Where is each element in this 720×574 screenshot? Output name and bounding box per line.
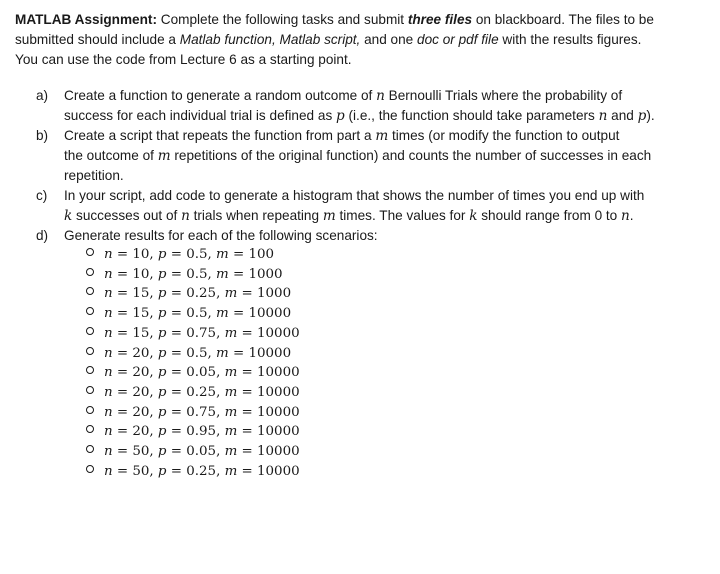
math-variable: n	[104, 286, 113, 302]
scenario-p-value: 0.25	[186, 384, 217, 400]
math-variable: p	[157, 404, 167, 420]
text-run: MATLAB Assignment:	[15, 12, 157, 27]
task-item	[36, 86, 696, 126]
math-operator: =	[112, 286, 133, 302]
math-operator: =	[112, 384, 133, 400]
scenario-item	[86, 462, 300, 482]
math-operator: =	[112, 325, 133, 341]
scenario-p-value: 0.5	[186, 266, 208, 282]
math-operator: ,	[216, 325, 225, 341]
math-variable: n	[376, 88, 385, 104]
hollow-bullet-icon	[86, 386, 94, 394]
scenario-m-value: 10000	[248, 306, 292, 322]
math-operator: ,	[216, 463, 225, 479]
scenario-n-value: 20	[132, 365, 150, 381]
task-text-line	[64, 146, 696, 166]
scenario-m-value: 10000	[257, 404, 300, 420]
math-variable: p	[157, 306, 167, 322]
scenario-p-value: 0.5	[186, 345, 208, 361]
text-run: with the results figures.	[498, 32, 642, 47]
text-run: (i.e., the function should take parameters	[344, 108, 599, 123]
math-variable: m	[224, 325, 238, 341]
text-run: .	[629, 208, 634, 223]
math-operator: ,	[216, 424, 225, 440]
math-variable: m	[224, 424, 238, 440]
math-variable: p	[157, 325, 167, 341]
math-operator: =	[112, 424, 133, 440]
math-operator: =	[237, 444, 258, 460]
math-variable: p	[157, 463, 167, 479]
math-operator: =	[166, 463, 187, 479]
math-variable: n	[104, 247, 113, 262]
math-operator: ,	[216, 384, 225, 400]
math-variable: n	[104, 325, 113, 341]
math-operator: =	[112, 404, 133, 420]
scenario-m-value: 10000	[257, 463, 300, 479]
text-run: times (or modify the function to output	[388, 128, 620, 143]
hollow-bullet-icon	[86, 465, 94, 473]
text-run: times. The values for	[335, 208, 470, 223]
task-list	[36, 86, 696, 246]
text-run: ).	[646, 108, 655, 123]
scenario-p-value: 0.05	[186, 444, 217, 460]
task-text-line	[64, 126, 696, 146]
task-text-line	[64, 106, 696, 126]
scenario-n-value: 15	[132, 306, 150, 322]
hollow-bullet-icon	[86, 347, 94, 355]
math-operator: =	[237, 404, 258, 420]
math-operator: =	[112, 266, 133, 282]
task-marker: d)	[36, 228, 49, 243]
math-operator: =	[112, 365, 133, 381]
math-variable: m	[224, 463, 238, 479]
math-operator: ,	[216, 404, 225, 420]
text-run: Generate results for each of the following scenarios:	[64, 228, 378, 243]
scenario-n-value: 50	[132, 444, 150, 460]
math-variable: m	[216, 306, 229, 322]
math-operator: ,	[207, 266, 217, 282]
scenario-p-value: 0.25	[186, 286, 217, 302]
text-run: Create a script that repeats the function from part a	[64, 128, 376, 143]
math-variable: p	[157, 247, 167, 262]
math-operator: =	[237, 424, 258, 440]
math-variable: m	[224, 384, 238, 400]
intro-line-2	[15, 30, 705, 50]
math-operator: =	[112, 463, 133, 479]
scenario-item	[86, 284, 300, 304]
math-operator: =	[112, 345, 133, 361]
scenario-item	[86, 324, 300, 344]
math-operator: =	[237, 325, 258, 341]
text-run: trials when repeating	[189, 208, 323, 223]
scenario-p-value: 0.75	[186, 404, 217, 420]
hollow-bullet-icon	[86, 268, 94, 276]
hollow-bullet-icon	[86, 445, 94, 453]
math-operator: ,	[216, 365, 225, 381]
scenario-item	[86, 265, 300, 285]
math-operator: ,	[207, 345, 217, 361]
hollow-bullet-icon	[86, 406, 94, 414]
math-variable: n	[104, 345, 113, 361]
scenario-n-value: 15	[132, 325, 150, 341]
hollow-bullet-icon	[86, 327, 94, 335]
text-run: In your script, add code to generate a histogram that shows the number of times you end up with	[64, 188, 645, 203]
math-operator: ,	[149, 463, 158, 479]
scenario-item	[86, 403, 300, 423]
scenario-p-value: 0.5	[186, 247, 208, 262]
math-variable: n	[104, 404, 113, 420]
scenario-m-value: 10000	[248, 345, 292, 361]
task-text-line	[64, 166, 696, 186]
hollow-bullet-icon	[86, 307, 94, 315]
math-variable: m	[375, 128, 389, 144]
math-operator: =	[237, 286, 258, 302]
math-variable: m	[322, 208, 336, 224]
task-marker: a)	[36, 88, 49, 103]
scenario-item	[86, 422, 300, 442]
math-variable: p	[157, 444, 167, 460]
math-operator: =	[237, 365, 258, 381]
scenario-m-value: 10000	[257, 424, 300, 440]
math-operator: ,	[207, 306, 217, 322]
math-variable: n	[181, 208, 190, 224]
math-variable: p	[157, 384, 167, 400]
hollow-bullet-icon	[86, 248, 94, 256]
math-operator: =	[166, 365, 187, 381]
scenario-n-value: 20	[132, 384, 150, 400]
math-variable: n	[104, 306, 113, 322]
task-text-line	[64, 186, 696, 206]
scenario-n-value: 50	[132, 463, 150, 479]
math-variable: n	[598, 108, 608, 124]
math-operator: =	[237, 463, 258, 479]
scenario-m-value: 10000	[257, 325, 300, 341]
math-variable: m	[216, 345, 229, 361]
math-variable: n	[104, 384, 113, 400]
scenario-n-value: 20	[132, 424, 150, 440]
scenario-p-value: 0.05	[186, 365, 217, 381]
intro-line-1	[15, 10, 705, 30]
hollow-bullet-icon	[86, 366, 94, 374]
math-operator: ,	[149, 365, 158, 381]
math-operator: =	[228, 247, 249, 262]
task-text-line	[64, 86, 696, 106]
math-operator: =	[166, 286, 187, 302]
task-item	[36, 186, 696, 226]
math-variable: k	[64, 208, 73, 224]
task-text-line	[64, 206, 696, 226]
intro-line-3: You can use the code from Lecture 6 as a starting point.	[15, 52, 352, 67]
math-variable: m	[224, 404, 238, 420]
math-operator: =	[166, 404, 187, 420]
math-variable: p	[157, 286, 167, 302]
text-run: Create a function to generate a random outcome of	[64, 88, 377, 103]
math-variable: m	[224, 286, 238, 302]
scenario-item	[86, 304, 300, 324]
math-variable: m	[216, 266, 229, 282]
text-run: and	[607, 108, 638, 123]
math-variable: m	[216, 247, 229, 262]
math-operator: ,	[216, 286, 225, 302]
scenario-n-value: 15	[132, 286, 150, 302]
scenario-n-value: 10	[132, 266, 150, 282]
math-operator: =	[237, 384, 258, 400]
task-text-line	[64, 226, 696, 246]
math-operator: ,	[207, 247, 217, 262]
math-variable: n	[104, 463, 113, 479]
text-run: successes out of	[72, 208, 182, 223]
math-variable: p	[157, 365, 167, 381]
scenario-m-value: 10000	[257, 384, 300, 400]
scenario-item	[86, 344, 300, 364]
math-operator: =	[166, 266, 187, 282]
math-operator: =	[112, 306, 133, 322]
math-operator: =	[228, 306, 249, 322]
math-variable: p	[637, 108, 647, 124]
text-run: submitted should include a	[15, 32, 180, 47]
math-variable: p	[157, 266, 167, 282]
scenario-m-value: 10000	[257, 365, 300, 381]
math-variable: p	[157, 345, 167, 361]
scenario-item	[86, 363, 300, 383]
math-operator: ,	[149, 286, 158, 302]
math-operator: =	[166, 444, 187, 460]
text-run: repetition.	[64, 168, 124, 183]
text-run: Complete the following tasks and submit	[156, 12, 408, 27]
math-variable: n	[104, 424, 113, 440]
math-variable: p	[157, 424, 167, 440]
math-operator: ,	[149, 345, 158, 361]
text-run: on blackboard. The files to be	[472, 12, 654, 27]
math-operator: ,	[149, 306, 158, 322]
scenario-p-value: 0.95	[186, 424, 217, 440]
scenario-m-value: 10000	[257, 444, 300, 460]
math-variable: n	[621, 208, 630, 224]
text-run: and one	[360, 32, 418, 47]
scenario-item	[86, 383, 300, 403]
math-operator: =	[166, 247, 187, 262]
scenario-p-value: 0.5	[186, 306, 208, 322]
scenario-p-value: 0.25	[186, 463, 217, 479]
text-run: success for each individual trial is defined as	[64, 108, 337, 123]
math-operator: ,	[149, 444, 158, 460]
math-operator: =	[112, 247, 133, 262]
scenario-list	[86, 245, 300, 481]
math-operator: =	[166, 325, 187, 341]
text-run: should range from 0 to	[477, 208, 622, 223]
math-operator: ,	[149, 247, 158, 262]
math-operator: ,	[149, 384, 158, 400]
text-run: repetitions of the original function) and counts the number of successes in each	[170, 148, 652, 163]
text-run: doc or pdf file	[417, 32, 499, 47]
text-run: three files	[407, 12, 473, 27]
scenario-p-value: 0.75	[186, 325, 217, 341]
math-operator: =	[166, 345, 187, 361]
task-marker: b)	[36, 128, 49, 143]
scenario-item	[86, 245, 300, 265]
math-variable: k	[469, 208, 478, 224]
task-item	[36, 126, 696, 186]
math-operator: ,	[149, 424, 158, 440]
math-variable: p	[336, 108, 345, 124]
hollow-bullet-icon	[86, 425, 94, 433]
scenario-n-value: 20	[132, 345, 150, 361]
math-operator: ,	[149, 325, 158, 341]
math-operator: =	[228, 266, 249, 282]
math-operator: =	[112, 444, 133, 460]
scenario-m-value: 1000	[248, 266, 283, 282]
math-variable: m	[224, 444, 238, 460]
math-variable: n	[104, 266, 113, 282]
hollow-bullet-icon	[86, 287, 94, 295]
text-run: Bernoulli Trials where the probability of	[384, 88, 623, 103]
scenario-n-value: 20	[132, 404, 150, 420]
math-operator: =	[166, 306, 187, 322]
assignment-intro	[15, 10, 705, 70]
math-variable: m	[157, 148, 171, 164]
math-operator: =	[228, 345, 249, 361]
math-operator: ,	[149, 266, 158, 282]
math-variable: m	[224, 365, 238, 381]
task-item	[36, 226, 696, 246]
math-variable: n	[104, 444, 113, 460]
scenario-m-value: 1000	[257, 286, 292, 302]
scenario-item	[86, 442, 300, 462]
task-marker: c)	[36, 188, 48, 203]
math-operator: =	[166, 424, 187, 440]
text-run: Matlab function, Matlab script,	[179, 32, 361, 47]
math-operator: ,	[149, 404, 158, 420]
scenario-n-value: 10	[132, 247, 150, 262]
text-run: the outcome of	[64, 148, 158, 163]
scenario-m-value: 100	[248, 247, 275, 262]
math-operator: =	[166, 384, 187, 400]
math-variable: n	[104, 365, 113, 381]
math-operator: ,	[216, 444, 225, 460]
